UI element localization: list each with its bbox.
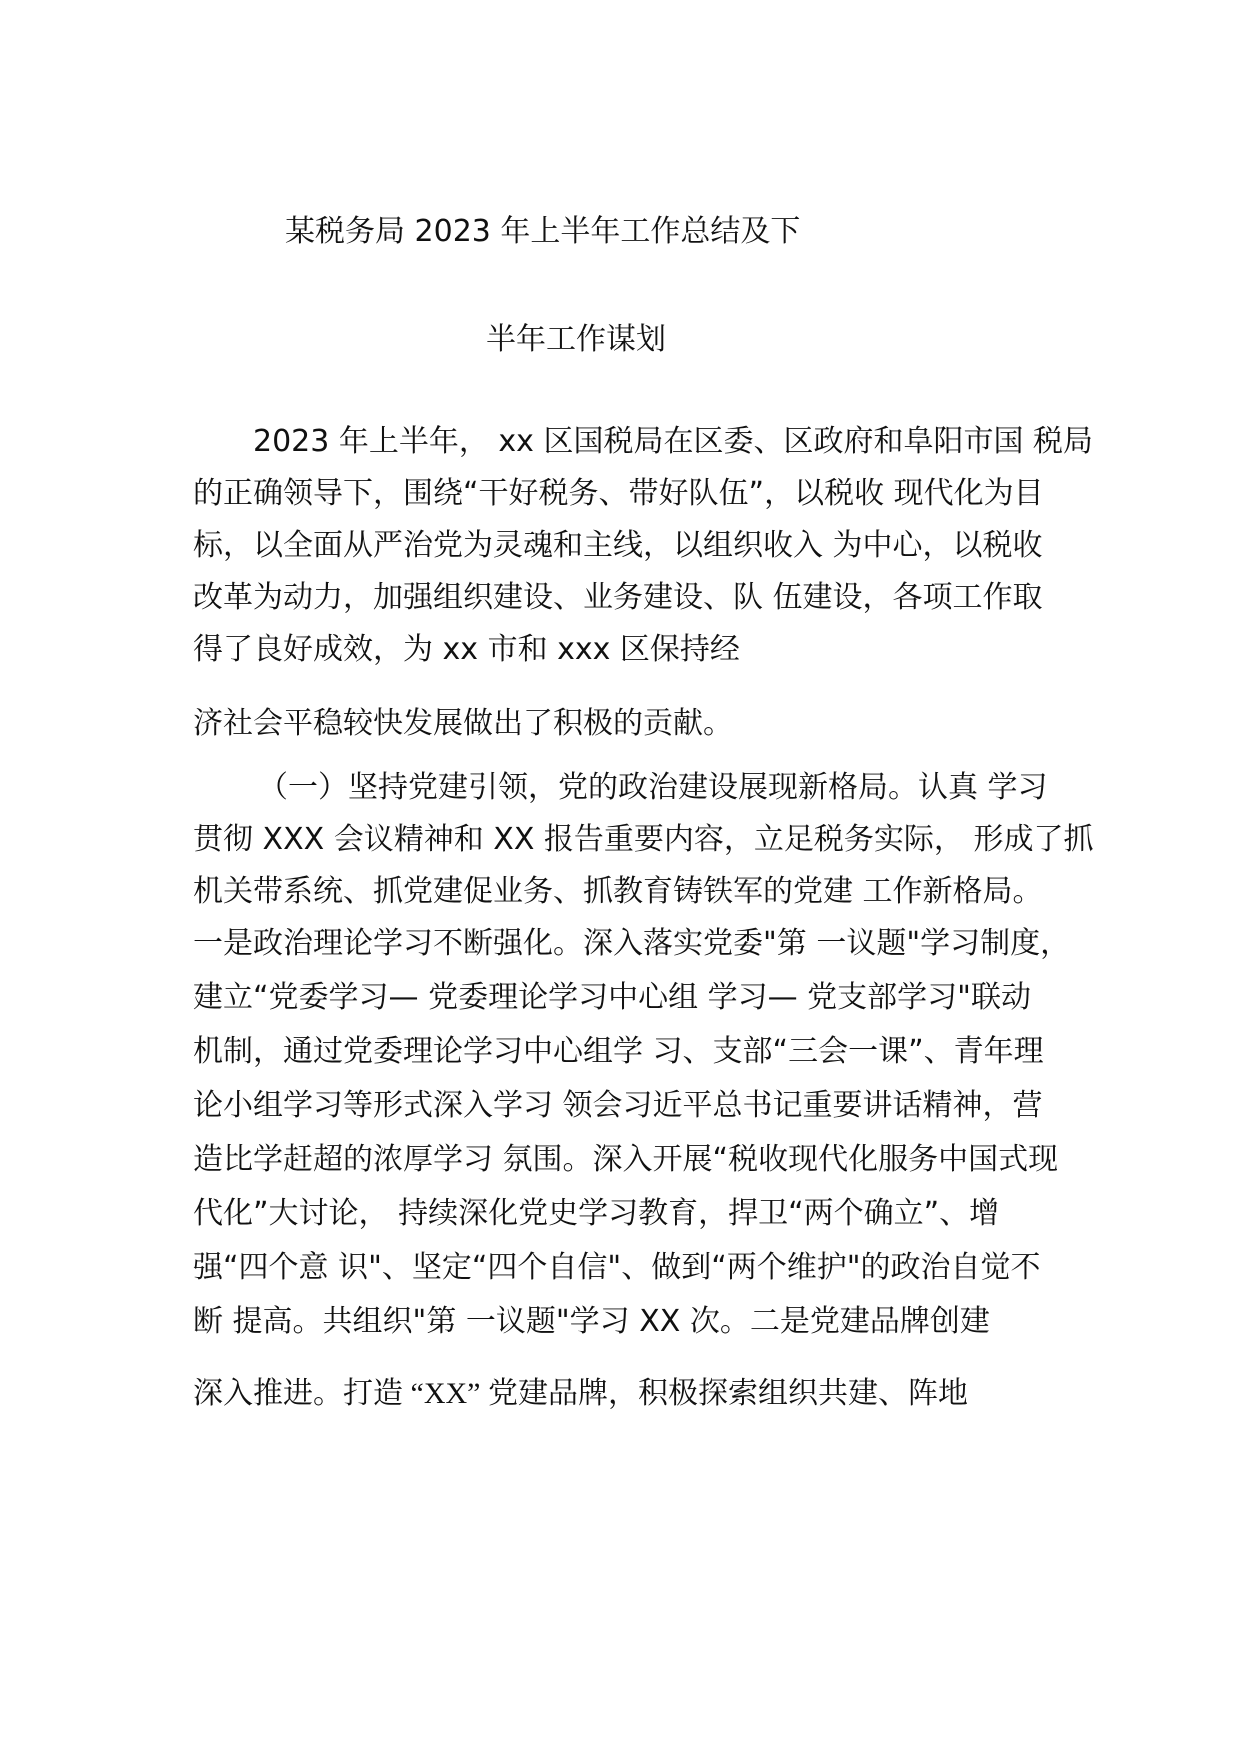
paragraph-line: 贯彻 XXX 会议精神和 XX 报告重要内容，立足税务实际， 形成了抓 <box>193 822 1094 857</box>
paragraph-line: 济社会平稳较快发展做出了积极的贡献。 <box>193 706 733 741</box>
paragraph-line: 的正确领导下，围绕“干好税务、带好队伍”，以税收 现代化为目 <box>193 476 1044 511</box>
paragraph-line: 得了良好成效，为 xx 市和 xxx 区保持经 <box>193 632 740 667</box>
paragraph-line: 强“四个意 识"、坚定“四个自信"、做到“两个维护"的政治自觉不 <box>193 1250 1041 1285</box>
paragraph-line: 改革为动力，加强组织建设、业务建设、队 伍建设，各项工作取 <box>193 580 1043 615</box>
paragraph-line: 深入推进。打造 “XX” 党建品牌，积极探索组织共建、阵地 <box>193 1377 968 1410</box>
paragraph-line: 机关带系统、抓党建促业务、抓教育铸铁军的党建 工作新格局。 <box>193 874 1043 909</box>
document-title-line-1: 某税务局 2023 年上半年工作总结及下 <box>285 214 801 249</box>
paragraph-line: 标，以全面从严治党为灵魂和主线，以组织收入 为中心，以税收 <box>193 528 1043 563</box>
paragraph-line: 断 提高。共组织"第 一议题"学习 XX 次。二是党建品牌创建 <box>193 1304 990 1339</box>
paragraph-line: 论小组学习等形式深入学习 领会习近平总书记重要讲话精神，营 <box>193 1088 1043 1123</box>
paragraph-line: 2023 年上半年， xx 区国税局在区委、区政府和阜阳市国 税局 <box>253 424 1093 459</box>
paragraph-line: 建立“党委学习— 党委理论学习中心组 学习— 党支部学习"联动 <box>193 980 1031 1015</box>
document-title-line-2: 半年工作谋划 <box>486 322 666 357</box>
paragraph-line: 机制，通过党委理论学习中心组学 习、支部“三会一课”、青年理 <box>193 1034 1044 1069</box>
paragraph-line: 造比学赶超的浓厚学习 氛围。深入开展“税收现代化服务中国式现 <box>193 1142 1059 1177</box>
paragraph-line: 一是政治理论学习不断强化。深入落实党委"第 一议题"学习制度， <box>193 926 1071 961</box>
paragraph-line: 代化”大讨论， 持续深化党史学习教育，捍卫“两个确立”、增 <box>193 1196 1000 1231</box>
paragraph-line: （一）坚持党建引领，党的政治建设展现新格局。认真 学习 <box>258 770 1048 805</box>
